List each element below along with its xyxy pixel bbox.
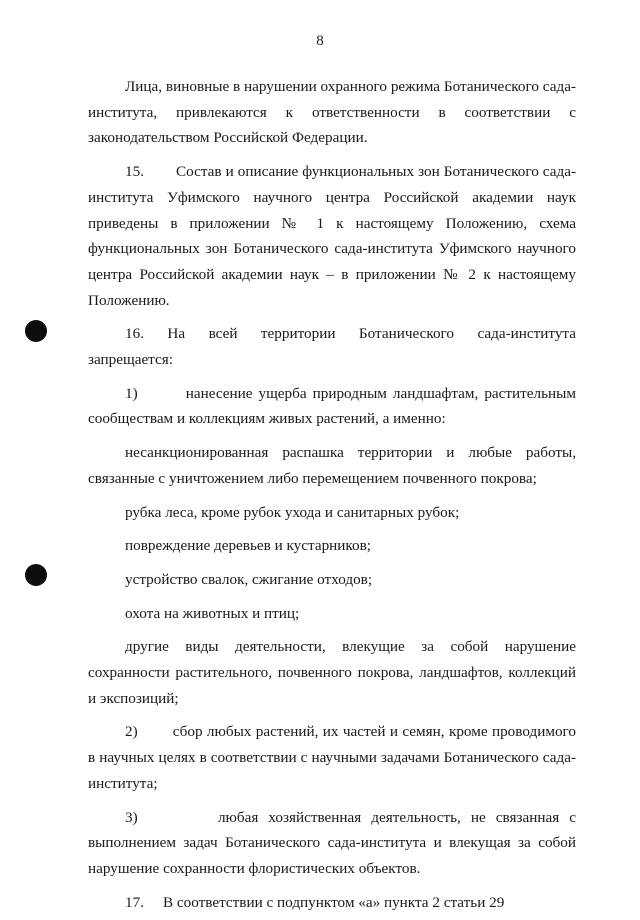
paragraph-16-second-line: запрещается: xyxy=(88,351,173,369)
sub-item-plowing: несанкционированная распашка территории и любые работы, связанные с уничтожением либо перемещением почвенного покрова; xyxy=(88,444,576,487)
p16-word: территории xyxy=(260,325,336,343)
paragraph-17: 17. В соответствии с подпунктом «а» пункта 2 статьи 29 xyxy=(125,893,505,911)
paragraph-16-first-line xyxy=(125,321,576,347)
paragraph-liability: Лица, виновные в нарушении охранного режима Ботанического сада-института, привлекаются к ответственности в соответствии с законодательством Российской Федерации. xyxy=(88,78,576,147)
sub-item-other-activities: другие виды деятельности, влекущие за собой нарушение сохранности растительного, почвенного покрова, ландшафтов, коллекций и экспозиций; xyxy=(88,638,576,707)
paragraph-16 xyxy=(88,321,576,372)
p16-word: Ботанического xyxy=(358,325,454,343)
p16-word: На xyxy=(167,325,186,343)
punch-hole-top xyxy=(25,320,47,342)
p16-word: 16. xyxy=(125,325,144,343)
sub-item-tree-damage: повреждение деревьев и кустарников; xyxy=(125,537,372,555)
sub-item-dumps: устройство свалок, сжигание отходов; xyxy=(125,570,373,588)
p16-word: сада-института xyxy=(477,325,576,343)
document-body xyxy=(88,74,580,920)
item-1: 1) нанесение ущерба природным ландшафтам, растительным сообществам и коллекциям живых растений, а именно: xyxy=(88,384,580,428)
item-2: 2) сбор любых растений, их частей и семян, кроме проводимого в научных целях в соответствии с научными задачами Ботанического сада-института; xyxy=(88,723,580,792)
sub-item-hunting: охота на животных и птиц; xyxy=(125,604,300,622)
page-number: 8 xyxy=(316,33,324,49)
item-3: 3) любая хозяйственная деятельность, не связанная с выполнением задач Ботанического сада-института и влекущая за собой нарушение сохранности флористических объектов. xyxy=(88,808,580,877)
p16-word: всей xyxy=(208,325,238,343)
punch-hole-bottom xyxy=(25,564,47,586)
sub-item-logging: рубка леса, кроме рубок ухода и санитарных рубок; xyxy=(125,503,460,521)
paragraph-15: 15. Состав и описание функциональных зон Ботанического сада-института Уфимского научного центра Российской академии наук приведены в приложении № 1 к настоящему Положению, схема функциональных зон Ботанического сада-института Уфимского научного центра Российской академии наук – в приложении № 2 к настоящему Положению. xyxy=(88,163,580,309)
